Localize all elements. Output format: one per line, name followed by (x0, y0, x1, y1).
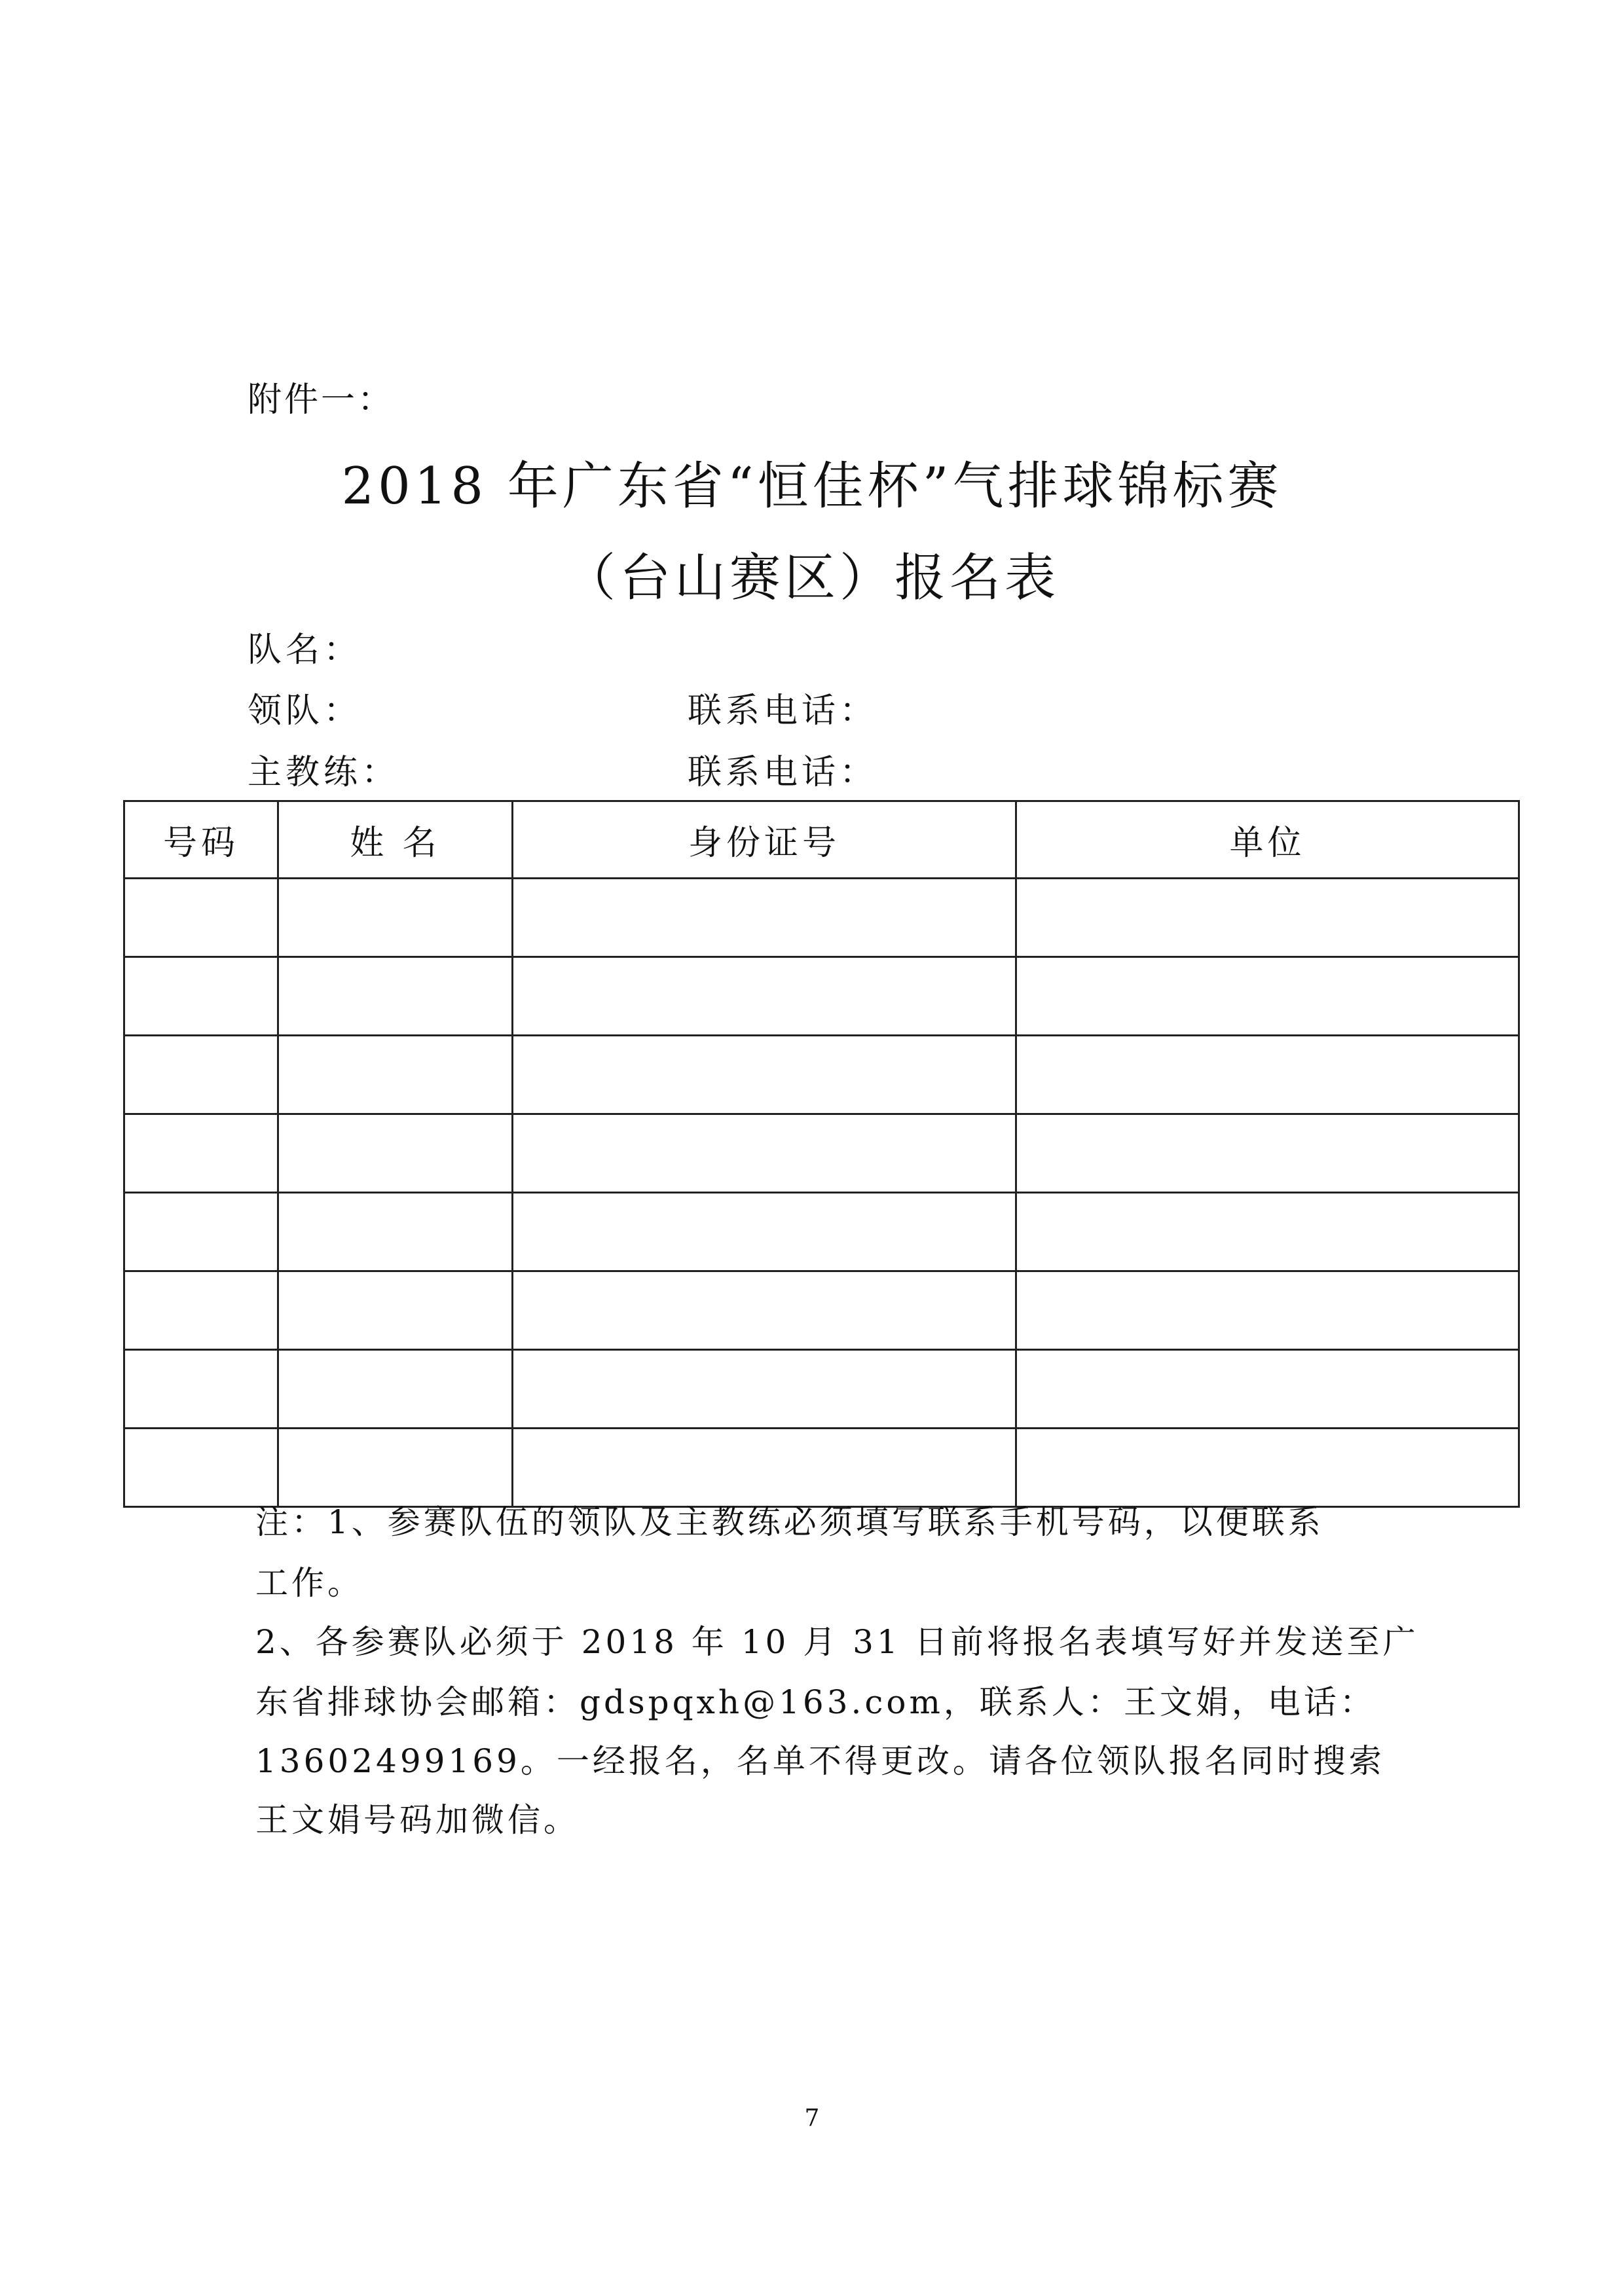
unit-cell[interactable] (1016, 1429, 1519, 1507)
form-title-line1: 2018 年广东省“恒佳杯”气排球锦标赛 (341, 457, 1283, 516)
note-line-2: 工作。 (255, 1564, 363, 1602)
header-id-number: 身份证号 (513, 801, 1016, 879)
table-row (124, 1193, 1519, 1271)
id-number-cell[interactable] (513, 1429, 1016, 1507)
registration-table (123, 800, 1520, 1508)
number-cell[interactable] (124, 1271, 278, 1350)
team-name-label: 队名： (248, 630, 362, 670)
unit-cell[interactable] (1016, 879, 1519, 957)
number-cell[interactable] (124, 1114, 278, 1193)
number-cell[interactable] (124, 1350, 278, 1429)
note-line-5: 13602499169。一经报名，名单不得更改。请各位领队报名同时搜索 (255, 1742, 1385, 1780)
leader-label: 领队： (248, 691, 362, 731)
id-number-cell[interactable] (513, 1193, 1016, 1271)
name-cell[interactable] (278, 957, 513, 1036)
table-row (124, 879, 1519, 957)
table-row (124, 1271, 1519, 1350)
number-cell[interactable] (124, 1036, 278, 1114)
number-cell[interactable] (124, 1429, 278, 1507)
table-row (124, 1350, 1519, 1429)
name-cell[interactable] (278, 1114, 513, 1193)
name-cell[interactable] (278, 1036, 513, 1114)
table-row (124, 1036, 1519, 1114)
name-cell[interactable] (278, 879, 513, 957)
form-title-line2: （台山赛区）报名表 (564, 549, 1060, 608)
id-number-cell[interactable] (513, 1271, 1016, 1350)
id-number-cell[interactable] (513, 1114, 1016, 1193)
coach-phone-label: 联系电话： (688, 753, 878, 792)
unit-cell[interactable] (1016, 1036, 1519, 1114)
note-line-1: 注：1、参赛队伍的领队及主教练必须填写联系手机号码，以便联系 (255, 1503, 1324, 1541)
id-number-cell[interactable] (513, 879, 1016, 957)
head-coach-label: 主教练： (248, 753, 400, 792)
header-number: 号码 (124, 801, 278, 879)
id-number-cell[interactable] (513, 1036, 1016, 1114)
number-cell[interactable] (124, 957, 278, 1036)
page-number: 7 (804, 2105, 820, 2132)
table-header-row (124, 801, 1519, 879)
leader-phone-label: 联系电话： (688, 691, 878, 731)
unit-cell[interactable] (1016, 1350, 1519, 1429)
attachment-label: 附件一： (248, 380, 395, 420)
name-cell[interactable] (278, 1271, 513, 1350)
header-name: 姓 名 (278, 801, 513, 879)
unit-cell[interactable] (1016, 1114, 1519, 1193)
table-row (124, 1114, 1519, 1193)
note-line-3: 2、各参赛队必须于 2018 年 10 月 31 日前将报名表填写好并发送至广 (255, 1623, 1419, 1661)
unit-cell[interactable] (1016, 1193, 1519, 1271)
unit-cell[interactable] (1016, 1271, 1519, 1350)
number-cell[interactable] (124, 1193, 278, 1271)
table-row (124, 957, 1519, 1036)
id-number-cell[interactable] (513, 957, 1016, 1036)
unit-cell[interactable] (1016, 957, 1519, 1036)
header-unit: 单位 (1016, 801, 1519, 879)
name-cell[interactable] (278, 1350, 513, 1429)
table-row (124, 1429, 1519, 1507)
name-cell[interactable] (278, 1193, 513, 1271)
note-line-4: 东省排球协会邮箱：gdspqxh@163.com，联系人：王文娟，电话： (255, 1683, 1376, 1721)
number-cell[interactable] (124, 879, 278, 957)
id-number-cell[interactable] (513, 1350, 1016, 1429)
note-line-6: 王文娟号码加微信。 (255, 1801, 580, 1839)
name-cell[interactable] (278, 1429, 513, 1507)
